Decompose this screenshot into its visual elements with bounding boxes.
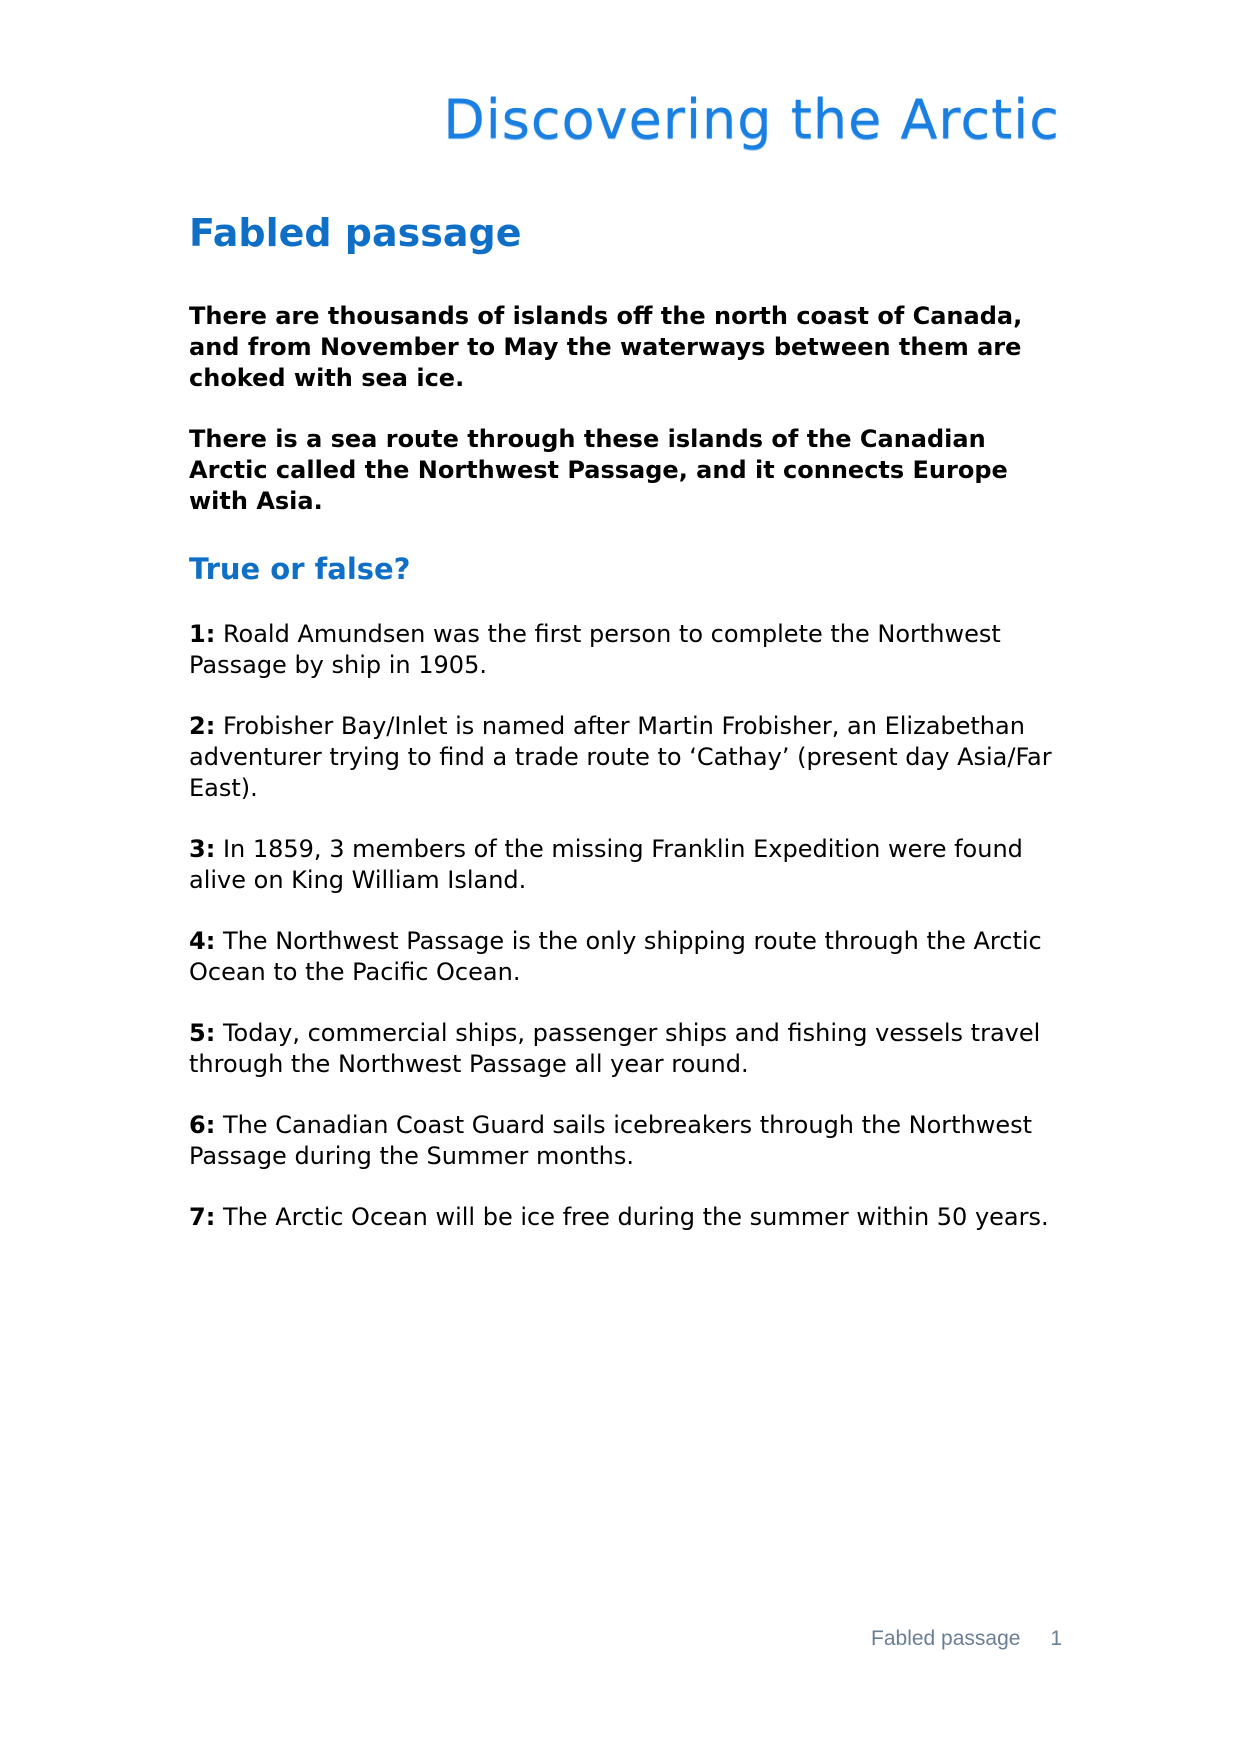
question-item	[189, 619, 1069, 681]
question-number: 4:	[189, 927, 216, 955]
question-text: Frobisher Bay/Inlet is named after Martin Frobisher, an Elizabethan adventurer trying to find a trade route to ‘Cathay’ (present day Asia/Far East).	[189, 712, 1052, 802]
question-number: 1:	[189, 620, 216, 648]
page-number: 1	[1050, 1627, 1062, 1650]
question-number: 2:	[189, 712, 216, 740]
question-text: In 1859, 3 members of the missing Franklin Expedition were found alive on King William Island.	[189, 835, 1023, 894]
question-text: The Northwest Passage is the only shipping route through the Arctic Ocean to the Pacific Ocean.	[189, 927, 1042, 986]
question-text: The Canadian Coast Guard sails icebreakers through the Northwest Passage during the Summer months.	[189, 1111, 1033, 1170]
intro-paragraph: There are thousands of islands off the north coast of Canada, and from November to May the waterways between them are choked with sea ice.	[189, 302, 1023, 392]
question-text: Roald Amundsen was the first person to complete the Northwest Passage by ship in 1905.	[189, 620, 1001, 679]
intro-paragraph: There is a sea route through these islands of the Canadian Arctic called the Northwest Passage, and it connects Europe with Asia.	[189, 425, 1008, 515]
question-number: 3:	[189, 835, 216, 863]
question-list	[189, 619, 1069, 1233]
footer-label: Fabled passage	[871, 1627, 1021, 1650]
question-item	[189, 926, 1069, 988]
site-logo: Discovering the Arctic	[443, 88, 1060, 151]
question-text: Today, commercial ships, passenger ships and fishing vessels travel through the Northwest Passage all year round.	[189, 1019, 1041, 1078]
document-body	[189, 204, 1069, 1263]
question-item	[189, 1202, 1069, 1233]
section-heading: True or false?	[189, 552, 411, 586]
question-item	[189, 834, 1069, 896]
question-number: 6:	[189, 1111, 216, 1139]
question-number: 5:	[189, 1019, 216, 1047]
page-title: Fabled passage	[189, 211, 522, 255]
question-item	[189, 711, 1069, 804]
question-item	[189, 1110, 1069, 1172]
page-footer	[871, 1627, 1062, 1651]
question-text: The Arctic Ocean will be ice free during the summer within 50 years.	[222, 1203, 1049, 1231]
question-item	[189, 1018, 1069, 1080]
question-number: 7:	[189, 1203, 216, 1231]
